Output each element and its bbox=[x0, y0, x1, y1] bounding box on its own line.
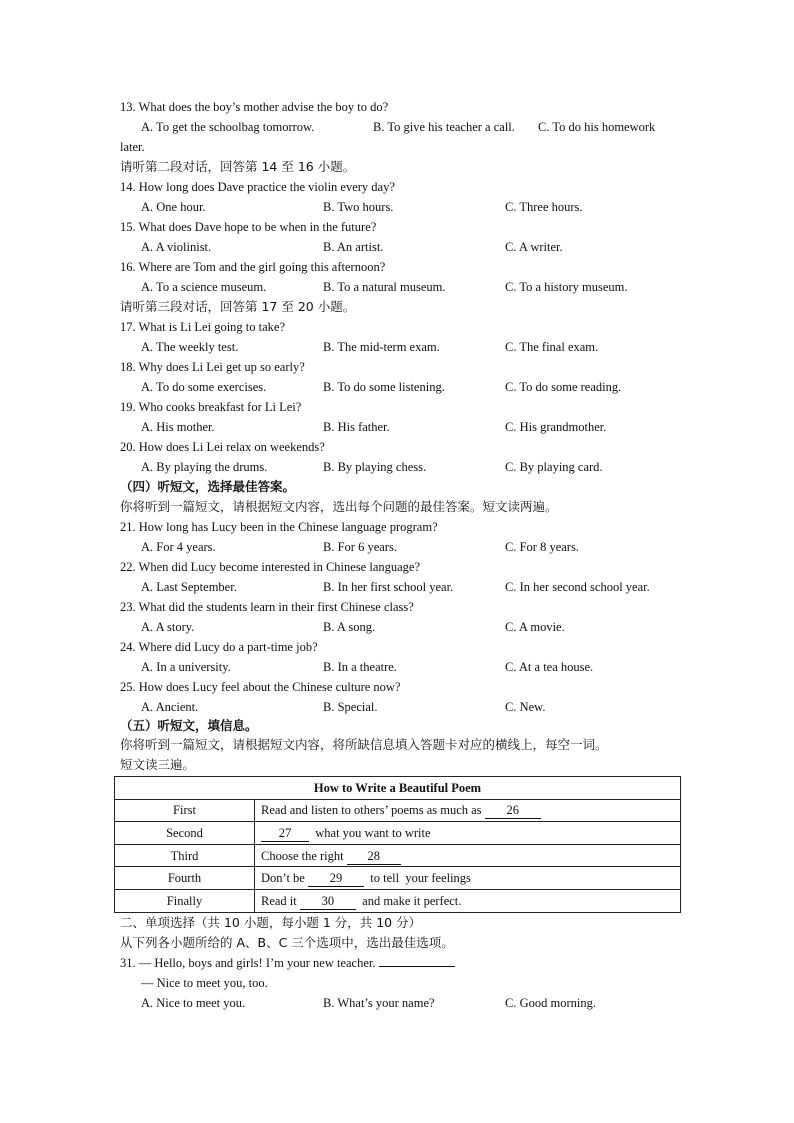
row-text: Read it bbox=[261, 893, 300, 908]
q18-option-a: A. To do some exercises. bbox=[141, 380, 267, 394]
q15-option-a: A. A violinist. bbox=[141, 240, 212, 254]
q17-option-b: B. The mid-term exam. bbox=[323, 340, 440, 354]
q20-option-a: A. By playing the drums. bbox=[141, 460, 268, 474]
q31-option-c: C. Good morning. bbox=[505, 996, 596, 1010]
answer-blank-26[interactable]: 26 bbox=[485, 802, 541, 819]
question-23: 23. What did the students learn in their first Chinese class? bbox=[120, 600, 414, 614]
row-text: what you want to write bbox=[309, 825, 431, 840]
question-16: 16. Where are Tom and the girl going this afternoon? bbox=[120, 260, 386, 274]
q25-option-a: A. Ancient. bbox=[141, 700, 199, 714]
question-19: 19. Who cooks breakfast for Li Lei? bbox=[120, 400, 302, 414]
row-text: and make it perfect. bbox=[355, 893, 462, 908]
q21-option-a: A. For 4 years. bbox=[141, 540, 216, 554]
row-text: to tell your feelings bbox=[364, 871, 471, 886]
q19-option-b: B. His father. bbox=[323, 420, 390, 434]
part5-instruction: 你将听到一篇短文，请根据短文内容，将所缺信息填入答题卡对应的横线上，每空一词。 bbox=[120, 737, 608, 752]
question-25: 25. How does Lucy feel about the Chinese culture now? bbox=[120, 680, 401, 694]
row-key: Second bbox=[115, 822, 255, 845]
q23-option-a: A. A story. bbox=[141, 620, 195, 634]
q22-option-c: C. In her second school year. bbox=[505, 580, 650, 594]
row-text: Read and listen to others’ poems as much as bbox=[261, 803, 485, 818]
part5-instruction-cont: 短文读三遍。 bbox=[120, 757, 196, 772]
table-row bbox=[115, 867, 681, 890]
q14-option-b: B. Two hours. bbox=[323, 200, 394, 214]
table-row bbox=[115, 799, 681, 822]
q22-option-a: A. Last September. bbox=[141, 580, 237, 594]
q25-option-b: B. Special. bbox=[323, 700, 378, 714]
q13-option-c: C. To do his homework bbox=[538, 120, 656, 134]
row-key: Third bbox=[115, 844, 255, 867]
question-31-text: 31. — Hello, boys and girls! I’m your new teacher. bbox=[120, 956, 376, 970]
table-title: How to Write a Beautiful Poem bbox=[115, 777, 681, 800]
table-row bbox=[115, 889, 681, 912]
row-text: Don’t be bbox=[261, 871, 308, 886]
q13-option-a: A. To get the schoolbag tomorrow. bbox=[141, 120, 315, 134]
q17-option-a: A. The weekly test. bbox=[141, 340, 239, 354]
row-key: Finally bbox=[115, 889, 255, 912]
q14-option-c: C. Three hours. bbox=[505, 200, 583, 214]
dialog3-instruction: 请听第三段对话，回答第 17 至 20 小题。 bbox=[120, 299, 356, 314]
q21-option-b: B. For 6 years. bbox=[323, 540, 397, 554]
q17-option-c: C. The final exam. bbox=[505, 340, 599, 354]
fill-in-table bbox=[114, 776, 681, 913]
question-31-reply: — Nice to meet you, too. bbox=[141, 976, 268, 990]
question-13: 13. What does the boy’s mother advise the boy to do? bbox=[120, 100, 389, 114]
answer-blank-31[interactable] bbox=[379, 954, 455, 967]
part2-instruction: 从下列各小题所给的 A、B、C 三个选项中，选出最佳选项。 bbox=[120, 935, 454, 950]
answer-blank-29[interactable]: 29 bbox=[308, 870, 364, 887]
q15-option-c: C. A writer. bbox=[505, 240, 563, 254]
row-text: Choose the right bbox=[261, 848, 347, 863]
q25-option-c: C. New. bbox=[505, 700, 546, 714]
row-content bbox=[255, 799, 681, 822]
q18-option-c: C. To do some reading. bbox=[505, 380, 622, 394]
q24-option-b: B. In a theatre. bbox=[323, 660, 397, 674]
q14-option-a: A. One hour. bbox=[141, 200, 206, 214]
part2-heading: 二、单项选择（共 10 小题，每小题 1 分，共 10 分） bbox=[120, 915, 422, 930]
dialog2-instruction: 请听第二段对话，回答第 14 至 16 小题。 bbox=[120, 159, 356, 174]
row-key: Fourth bbox=[115, 867, 255, 890]
q13-option-c-continued: later. bbox=[120, 140, 145, 154]
row-key: First bbox=[115, 799, 255, 822]
question-17: 17. What is Li Lei going to take? bbox=[120, 320, 286, 334]
answer-blank-27[interactable]: 27 bbox=[261, 825, 309, 842]
q15-option-b: B. An artist. bbox=[323, 240, 384, 254]
part4-instruction: 你将听到一篇短文，请根据短文内容，选出每个问题的最佳答案。短文读两遍。 bbox=[120, 499, 558, 514]
q18-option-b: B. To do some listening. bbox=[323, 380, 445, 394]
question-31 bbox=[120, 953, 455, 973]
question-18: 18. Why does Li Lei get up so early? bbox=[120, 360, 305, 374]
question-24: 24. Where did Lucy do a part-time job? bbox=[120, 640, 318, 654]
row-content bbox=[255, 822, 681, 845]
part5-heading: （五）听短文，填信息。 bbox=[120, 718, 258, 733]
table-row bbox=[115, 844, 681, 867]
row-content bbox=[255, 889, 681, 912]
row-content bbox=[255, 844, 681, 867]
question-15: 15. What does Dave hope to be when in the future? bbox=[120, 220, 377, 234]
q16-option-b: B. To a natural museum. bbox=[323, 280, 446, 294]
answer-blank-30[interactable]: 30 bbox=[300, 893, 356, 910]
answer-blank-28[interactable]: 28 bbox=[347, 848, 401, 865]
q24-option-a: A. In a university. bbox=[141, 660, 231, 674]
q16-option-c: C. To a history museum. bbox=[505, 280, 628, 294]
q19-option-a: A. His mother. bbox=[141, 420, 215, 434]
q19-option-c: C. His grandmother. bbox=[505, 420, 607, 434]
question-22: 22. When did Lucy become interested in Chinese language? bbox=[120, 560, 421, 574]
q16-option-a: A. To a science museum. bbox=[141, 280, 267, 294]
question-20: 20. How does Li Lei relax on weekends? bbox=[120, 440, 325, 454]
q13-option-b: B. To give his teacher a call. bbox=[373, 120, 515, 134]
q31-option-b: B. What’s your name? bbox=[323, 996, 435, 1010]
table-title-row bbox=[115, 777, 681, 800]
q22-option-b: B. In her first school year. bbox=[323, 580, 454, 594]
part4-heading: （四）听短文，选择最佳答案。 bbox=[120, 479, 296, 494]
q23-option-b: B. A song. bbox=[323, 620, 376, 634]
q31-option-a: A. Nice to meet you. bbox=[141, 996, 246, 1010]
row-content bbox=[255, 867, 681, 890]
question-21: 21. How long has Lucy been in the Chinese language program? bbox=[120, 520, 438, 534]
q20-option-b: B. By playing chess. bbox=[323, 460, 427, 474]
q20-option-c: C. By playing card. bbox=[505, 460, 603, 474]
q23-option-c: C. A movie. bbox=[505, 620, 565, 634]
q24-option-c: C. At a tea house. bbox=[505, 660, 594, 674]
q21-option-c: C. For 8 years. bbox=[505, 540, 579, 554]
question-14: 14. How long does Dave practice the violin every day? bbox=[120, 180, 395, 194]
table-row bbox=[115, 822, 681, 845]
